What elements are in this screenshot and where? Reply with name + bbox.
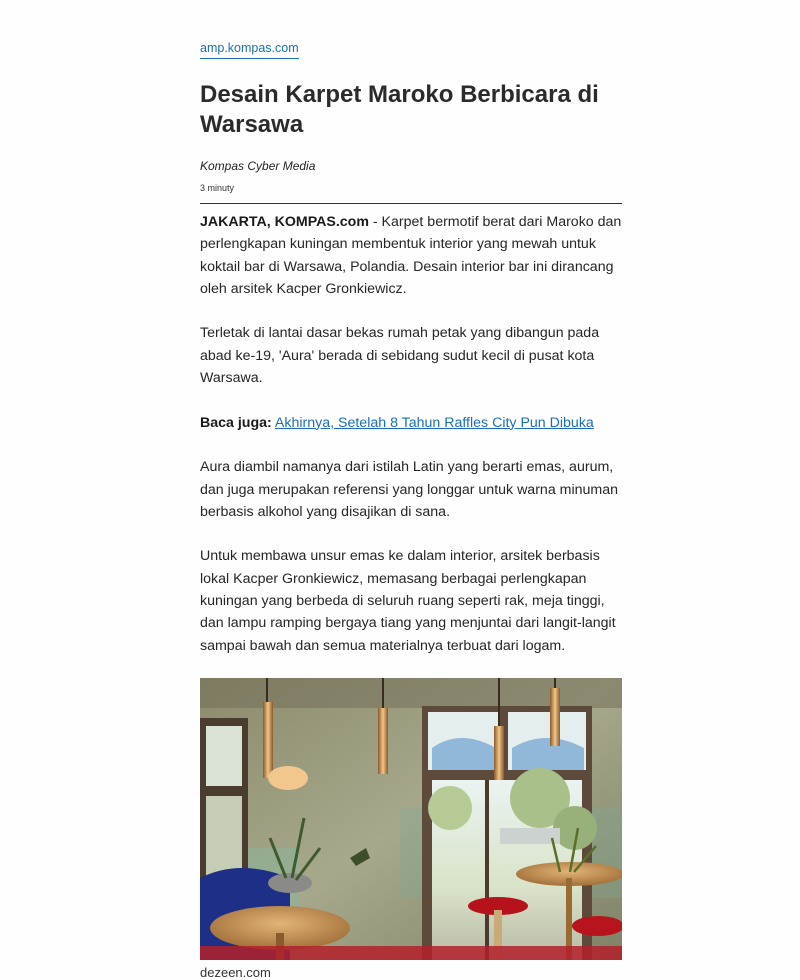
read-time: 3 minuty [200, 183, 235, 193]
paragraph-1-text: - Karpet bermotif berat dari Maroko dan perlengkapan kuningan membentuk interior yang mewah untuk koktail bar di Warsawa, Polandia. Desain interior bar ini dirancang oleh arsitek Kacper Gronkiewicz. [200, 214, 622, 297]
bar-interior-illustration [200, 678, 622, 960]
paragraph-1 [200, 211, 622, 300]
image-caption: dezeen.com [200, 965, 271, 980]
related-label: Baca juga: [200, 414, 272, 431]
paragraph-3: Aura diambil namanya dari istilah Latin yang berarti emas, aurum, dan juga merupakan referensi yang longgar untuk warna minuman berbasis alkohol yang disajikan di sana. [200, 459, 618, 520]
related-article [200, 412, 622, 434]
article-image [200, 678, 622, 960]
article-title: Desain Karpet Maroko Berbicara di Warsawa [200, 81, 599, 138]
article-body [200, 211, 622, 679]
related-link[interactable]: Akhirnya, Setelah 8 Tahun Raffles City Pun Dibuka [274, 414, 594, 431]
divider [200, 203, 622, 204]
article-author: Kompas Cyber Media [200, 159, 316, 173]
paragraph-2: Terletak di lantai dasar bekas rumah petak yang dibangun pada abad ke-19, 'Aura' berada di sebidang sudut kecil di pusat kota Warsawa. [200, 325, 600, 387]
paragraph-4: Untuk membawa unsur emas ke dalam interior, arsitek berbasis lokal Kacper Gronkiewicz, memasang berbagai perlengkapan kuningan yang berbeda di seluruh ruang seperti rak, meja tinggi, dan lampu ramping bergaya tiang yang menjuntai dari langit-langit sampai bawah dan semua materialnya terbuat dari logam. [200, 548, 616, 654]
source-link[interactable]: amp.kompas.com [200, 41, 299, 59]
dateline: JAKARTA, KOMPAS.com [200, 214, 369, 230]
